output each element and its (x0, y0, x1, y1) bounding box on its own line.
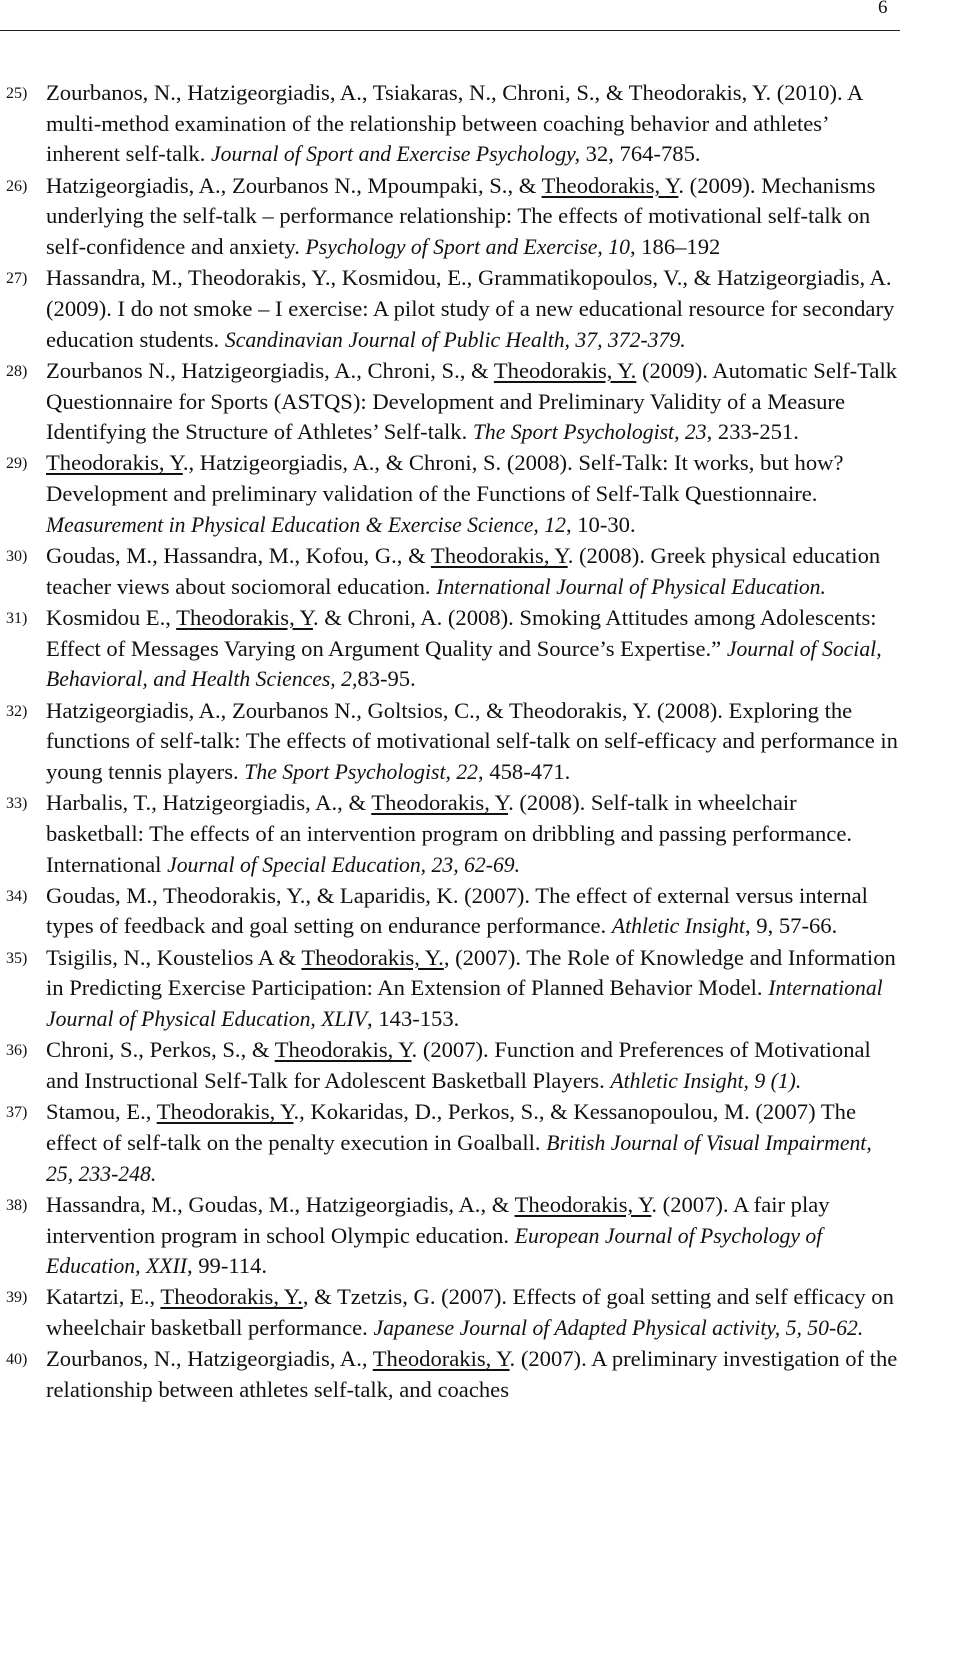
reference-text: (2009). Automatic Self-Talk Questionnaire for Sports (ASTQS): Development and Preliminary Validity of a Measure Identifying the Structure of Athletes’ Self-talk. (46, 357, 898, 445)
reference-text: Harbalis, T., Hatzigeorgiadis, A., & (46, 790, 372, 816)
reference-text: Zourbanos N., Hatzigeorgiadis, A., Chroni, S., & (46, 357, 494, 383)
journal-title: Journal of Special Education, 23, 62-69. (167, 852, 521, 877)
journal-title: Journal of Sport and Exercise Psychology, (211, 142, 581, 167)
reference-text: . (2009). Mechanisms underlying the self-talk – performance relationship: The effects of motivational self-talk on self-confidence and anxiety. (46, 172, 876, 260)
reference-item (0, 603, 898, 695)
reference-number: 35) (6, 949, 28, 967)
reference-text: Hatzigeorgiadis, A., Zourbanos N., Mpoumpaki, S., & (46, 172, 542, 198)
reference-item (0, 1190, 898, 1282)
reference-text: 32, 764-785. (580, 141, 701, 167)
reference-text: Hassandra, M., Goudas, M., Hatzigeorgiadis, A., & (46, 1191, 515, 1217)
journal-title: Athletic Insight (611, 914, 745, 939)
reference-text: Goudas, M., Hassandra, M., Kofou, G., & (46, 543, 431, 569)
reference-text: Hatzigeorgiadis, A., Zourbanos N., Goltsios, C., & Theodorakis, Y. (2008). Exploring the functions of self-talk: The effects of motivational self-talk on self-efficacy and performance in young tennis players. (46, 697, 898, 784)
reference-item (0, 1282, 898, 1343)
reference-text: , 186–192 (629, 234, 721, 260)
reference-number: 34) (6, 887, 28, 905)
reference-text: . (2008). Self-talk in wheelchair basketball: The effects of an intervention program on dribbling and passing performance. International (46, 790, 853, 877)
reference-text: , 99-114. (186, 1253, 268, 1279)
reference-number: 38) (6, 1196, 28, 1214)
reference-text: , 458-471. (478, 758, 571, 784)
reference-text: Stamou, E., (46, 1099, 157, 1125)
reference-item (0, 1035, 898, 1096)
reference-text: Zourbanos, N., Hatzigeorgiadis, A., (46, 1346, 373, 1372)
reference-text: . (2008). Greek physical education teacher views about sociomoral education. (46, 543, 881, 599)
reference-text: 83-95. (357, 666, 416, 692)
reference-text: . & Chroni, A. (2008). Smoking Attitudes among Adolescents: Effect of Messages Varying on Argument Quality and Source’s Expertise.” (46, 604, 877, 661)
reference-item (0, 263, 898, 355)
reference-number: 25) (6, 85, 28, 102)
reference-item (0, 943, 898, 1035)
reference-number: 31) (6, 609, 28, 627)
reference-text: , 9, 57-66. (744, 913, 838, 939)
journal-title: The Sport Psychologist, 23 (472, 420, 707, 445)
reference-item (0, 541, 898, 602)
author-highlight: Theodorakis, Y (176, 604, 313, 630)
reference-number: 28) (6, 362, 28, 380)
journal-title: Measurement in Physical Education & Exercise Science, 12 (46, 512, 566, 537)
author-highlight: Theodorakis, Y (430, 543, 568, 569)
reference-number: 40) (6, 1351, 28, 1369)
reference-text: ., Kokaridas, D., Perkos, S., & Kessanopoulou, M. (2007) The effect of self-talk on the penalty execution in Goalball. (46, 1099, 856, 1155)
reference-text: . (2007). A preliminary investigation of the relationship between athletes self-talk, and coaches (46, 1346, 898, 1403)
author-highlight: Theodorakis, Y. (160, 1284, 303, 1310)
author-highlight: Theodorakis, Y (541, 172, 679, 198)
journal-title: International Journal of Physical Education. (436, 574, 826, 599)
journal-title: Athletic Insight, 9 (1). (610, 1069, 802, 1093)
reference-text: . (2007). A fair play intervention program in school Olympic education. (46, 1191, 830, 1248)
journal-title: Psychology of Sport and Exercise, 10 (305, 235, 630, 260)
reference-item (0, 788, 898, 880)
reference-text: Kosmidou E., (46, 604, 177, 630)
reference-text: Hassandra, M., Theodorakis, Y., Kosmidou, E., Grammatikopoulos, V., & Hatzigeorgiadis, A. (2009). I do not smoke – I exercise: A pilot study of a new educational resource for secondary education students. (46, 265, 895, 352)
header-rule (0, 30, 900, 31)
reference-item (0, 881, 898, 942)
journal-title: British Journal of Visual Impairment, 25, 233-248. (46, 1130, 872, 1186)
reference-item (0, 171, 898, 263)
reference-item (0, 1344, 898, 1405)
reference-text: ., Hatzigeorgiadis, A., & Chroni, S. (2008). Self-Talk: It works, but how? Development and preliminary validation of the Functions of Self-Talk Questionnaire. (46, 450, 844, 507)
author-highlight: Theodorakis, Y (371, 790, 509, 816)
reference-number: 26) (6, 177, 28, 195)
reference-item (0, 696, 898, 788)
reference-text: , 233-251. (706, 419, 799, 445)
reference-number: 27) (6, 270, 28, 288)
author-highlight: Theodorakis, Y (514, 1191, 652, 1217)
reference-number: 39) (6, 1289, 28, 1307)
reference-text: , & Tzetzis, G. (2007). Effects of goal setting and self efficacy on wheelchair basketball performance. (46, 1284, 894, 1341)
author-highlight: Theodorakis, Y (372, 1346, 510, 1372)
reference-text: Katartzi, E., (46, 1284, 161, 1310)
reference-text: Tsigilis, N., Koustelios A & (46, 944, 302, 970)
reference-text: , (2007). The Role of Knowledge and Information in Predicting Exercise Participation: An Extension of Planned Behavior Model. (46, 944, 896, 1001)
reference-number: 29) (6, 455, 28, 473)
reference-number: 32) (6, 702, 28, 720)
author-highlight: Theodorakis, Y (46, 450, 183, 476)
author-highlight: Theodorakis, Y. (301, 944, 444, 970)
reference-number: 30) (6, 548, 28, 566)
reference-item (0, 448, 898, 540)
journal-title: International Journal of Physical Education, XLIV (46, 976, 883, 1032)
reference-item (0, 78, 898, 170)
reference-text: , 143-153. (367, 1006, 460, 1032)
reference-list (0, 78, 960, 1406)
author-highlight: Theodorakis, Y. (493, 357, 637, 383)
reference-number: 36) (6, 1042, 28, 1060)
reference-text: , 10-30. (565, 511, 636, 537)
reference-text: . (2007). Function and Preferences of Motivational and Instructional Self-Talk for Adolescent Basketball Players. (46, 1037, 871, 1093)
journal-title: The Sport Psychologist, 22 (244, 759, 479, 784)
journal-title: Journal of Social, Behavioral, and Health Sciences, 2, (46, 636, 882, 692)
journal-title: European Journal of Psychology of Education, XXII (46, 1223, 823, 1279)
reference-number: 37) (6, 1104, 28, 1122)
journal-title: Scandinavian Journal of Public Health, 37, 372-379. (224, 327, 686, 352)
journal-title: Japanese Journal of Adapted Physical activity, 5, 50-62. (373, 1316, 864, 1341)
author-highlight: Theodorakis, Y (156, 1099, 294, 1125)
reference-number: 33) (6, 795, 28, 813)
reference-text: Goudas, M., Theodorakis, Y., & Laparidis, K. (2007). The effect of external versus internal types of feedback and goal setting on endurance performance. (46, 882, 868, 939)
reference-text: Chroni, S., Perkos, S., & (46, 1037, 275, 1063)
page-number: 6 (878, 0, 888, 18)
reference-item (0, 356, 898, 448)
reference-text: Zourbanos, N., Hatzigeorgiadis, A., Tsiakaras, N., Chroni, S., & Theodorakis, Y. (2010). A multi-method examination of the relationship between coaching behavior and athletes’ inherent self-talk. (46, 80, 863, 167)
author-highlight: Theodorakis, Y (274, 1037, 412, 1063)
reference-item (0, 1097, 898, 1189)
